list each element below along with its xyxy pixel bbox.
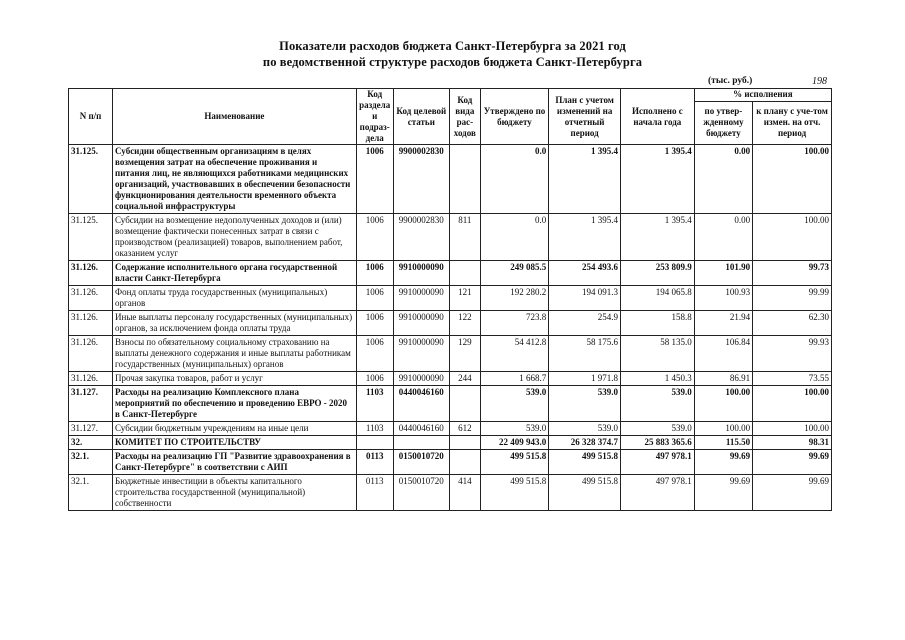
cell-target-code: 9910000090	[393, 311, 449, 336]
table-row	[69, 475, 832, 511]
header-name: Наименование	[113, 89, 357, 145]
cell-expense-type-code	[449, 261, 480, 286]
cell-expense-type-code: 612	[449, 422, 480, 436]
header-plan: План с учетом изменений на отчетный период	[549, 89, 621, 145]
cell-plan: 1 395.4	[549, 214, 621, 261]
cell-expense-type-code	[449, 450, 480, 475]
cell-executed: 158.8	[620, 311, 694, 336]
cell-num: 31.126.	[69, 286, 113, 311]
table-row	[69, 214, 832, 261]
cell-expense-type-code	[449, 436, 480, 450]
cell-section-code	[356, 436, 393, 450]
cell-section-code: 1006	[356, 261, 393, 286]
cell-pct-approved: 21.94	[694, 311, 752, 336]
cell-section-code: 1006	[356, 145, 393, 214]
cell-pct-plan: 100.00	[753, 214, 832, 261]
header-target-code: Код целевой статьи	[393, 89, 449, 145]
header-expense-type-code: Код вида рас-ходов	[449, 89, 480, 145]
cell-name: КОМИТЕТ ПО СТРОИТЕЛЬСТВУ	[113, 436, 357, 450]
cell-section-code: 1006	[356, 336, 393, 372]
cell-executed: 253 809.9	[620, 261, 694, 286]
cell-expense-type-code	[449, 145, 480, 214]
cell-pct-plan: 100.00	[753, 422, 832, 436]
cell-pct-approved: 0.00	[694, 145, 752, 214]
cell-num: 31.127.	[69, 422, 113, 436]
cell-approved: 54 412.8	[480, 336, 549, 372]
cell-pct-approved: 86.91	[694, 372, 752, 386]
cell-pct-plan: 62.30	[753, 311, 832, 336]
header-executed: Исполнено с начала года	[620, 89, 694, 145]
cell-plan: 499 515.8	[549, 475, 621, 511]
cell-target-code: 0440046160	[393, 386, 449, 422]
cell-num: 32.	[69, 436, 113, 450]
cell-plan: 254.9	[549, 311, 621, 336]
cell-section-code: 1006	[356, 311, 393, 336]
cell-target-code: 9900002830	[393, 145, 449, 214]
table-row	[69, 436, 832, 450]
cell-target-code: 9910000090	[393, 372, 449, 386]
cell-approved: 723.8	[480, 311, 549, 336]
cell-approved: 539.0	[480, 386, 549, 422]
header-section-code: Код раздела и подраз-дела	[356, 89, 393, 145]
cell-executed: 497 978.1	[620, 450, 694, 475]
cell-pct-approved: 99.69	[694, 475, 752, 511]
cell-plan: 499 515.8	[549, 450, 621, 475]
cell-target-code: 9910000090	[393, 261, 449, 286]
cell-executed: 194 065.8	[620, 286, 694, 311]
cell-expense-type-code: 244	[449, 372, 480, 386]
cell-executed: 25 883 365.6	[620, 436, 694, 450]
cell-executed: 1 395.4	[620, 214, 694, 261]
units-label: (тыс. руб.)	[708, 76, 753, 86]
header-pct-plan: к плану с уче-том измен. на отч. период	[753, 101, 832, 144]
cell-pct-plan: 99.73	[753, 261, 832, 286]
cell-pct-approved: 100.00	[694, 386, 752, 422]
cell-pct-plan: 98.31	[753, 436, 832, 450]
table-row	[69, 386, 832, 422]
table-row	[69, 261, 832, 286]
cell-pct-plan: 100.00	[753, 145, 832, 214]
cell-executed: 1 450.3	[620, 372, 694, 386]
cell-plan: 1 395.4	[549, 145, 621, 214]
cell-target-code: 9910000090	[393, 286, 449, 311]
cell-plan: 58 175.6	[549, 336, 621, 372]
cell-num: 31.126.	[69, 372, 113, 386]
table-row	[69, 145, 832, 214]
cell-plan: 26 328 374.7	[549, 436, 621, 450]
cell-expense-type-code: 811	[449, 214, 480, 261]
cell-pct-approved: 100.00	[694, 422, 752, 436]
cell-plan: 539.0	[549, 422, 621, 436]
cell-target-code	[393, 436, 449, 450]
cell-num: 32.1.	[69, 475, 113, 511]
cell-name: Взносы по обязательному социальному страхованию на выплаты денежного содержания и иные выплаты работникам государственных (муниципальных) органов	[113, 336, 357, 372]
table-row	[69, 286, 832, 311]
cell-pct-plan: 99.69	[753, 475, 832, 511]
cell-name: Фонд оплаты труда государственных (муниципальных) органов	[113, 286, 357, 311]
cell-name: Бюджетные инвестиции в объекты капитального строительства государственной (муниципальной) собственности	[113, 475, 357, 511]
cell-name: Субсидии на возмещение недополученных доходов и (или) возмещение фактически понесенных затрат в связи с производством (реализацией) товаров, выполнением работ, оказанием услуг	[113, 214, 357, 261]
table-row	[69, 450, 832, 475]
table-row	[69, 422, 832, 436]
cell-name: Субсидии общественным организациям в целях возмещения затрат на обеспечение проживания и питания лиц, не являющихся работниками медицинских организаций, участвовавших в обеспечении безопасности функционирования деятельности временного объекта социальной инфраструктуры	[113, 145, 357, 214]
cell-executed: 539.0	[620, 422, 694, 436]
cell-name: Расходы на реализацию ГП "Развитие здравоохранения в Санкт-Петербурге" в соответствии с АИП	[113, 450, 357, 475]
cell-name: Расходы на реализацию Комплексного плана мероприятий по обеспечению и проведению ЕВРО - 2020 в Санкт-Петербурге	[113, 386, 357, 422]
cell-pct-plan: 99.69	[753, 450, 832, 475]
cell-section-code: 0113	[356, 475, 393, 511]
cell-section-code: 1006	[356, 372, 393, 386]
cell-approved: 22 409 943.0	[480, 436, 549, 450]
cell-pct-approved: 99.69	[694, 450, 752, 475]
cell-target-code: 9910000090	[393, 336, 449, 372]
cell-expense-type-code: 129	[449, 336, 480, 372]
cell-pct-approved: 101.90	[694, 261, 752, 286]
header-percent-group: % исполнения	[694, 89, 831, 102]
cell-pct-approved: 0.00	[694, 214, 752, 261]
cell-section-code: 1006	[356, 214, 393, 261]
cell-num: 31.126.	[69, 336, 113, 372]
cell-expense-type-code: 121	[449, 286, 480, 311]
header-pct-approved: по утвер-жденному бюджету	[694, 101, 752, 144]
cell-plan: 194 091.3	[549, 286, 621, 311]
cell-section-code: 1103	[356, 422, 393, 436]
table-body	[69, 145, 832, 511]
cell-num: 31.125.	[69, 214, 113, 261]
cell-pct-approved: 115.50	[694, 436, 752, 450]
cell-target-code: 0150010720	[393, 450, 449, 475]
cell-expense-type-code: 122	[449, 311, 480, 336]
cell-name: Иные выплаты персоналу государственных (муниципальных) органов, за исключением фонда оплаты труда	[113, 311, 357, 336]
cell-name: Прочая закупка товаров, работ и услуг	[113, 372, 357, 386]
cell-target-code: 9900002830	[393, 214, 449, 261]
header-approved: Утверждено по бюджету	[480, 89, 549, 145]
cell-plan: 539.0	[549, 386, 621, 422]
page-number: 198	[812, 76, 827, 87]
cell-approved: 192 280.2	[480, 286, 549, 311]
cell-target-code: 0150010720	[393, 475, 449, 511]
cell-approved: 1 668.7	[480, 372, 549, 386]
cell-num: 31.127.	[69, 386, 113, 422]
cell-num: 31.126.	[69, 261, 113, 286]
cell-pct-plan: 100.00	[753, 386, 832, 422]
cell-target-code: 0440046160	[393, 422, 449, 436]
cell-num: 31.125.	[69, 145, 113, 214]
cell-executed: 58 135.0	[620, 336, 694, 372]
cell-pct-plan: 99.93	[753, 336, 832, 372]
cell-approved: 539.0	[480, 422, 549, 436]
cell-name: Содержание исполнительного органа государственной власти Санкт-Петербурга	[113, 261, 357, 286]
cell-section-code: 1103	[356, 386, 393, 422]
cell-approved: 499 515.8	[480, 450, 549, 475]
cell-approved: 0.0	[480, 214, 549, 261]
cell-approved: 249 085.5	[480, 261, 549, 286]
cell-plan: 254 493.6	[549, 261, 621, 286]
expenditure-table	[68, 88, 832, 511]
cell-executed: 497 978.1	[620, 475, 694, 511]
cell-num: 31.126.	[69, 311, 113, 336]
cell-executed: 1 395.4	[620, 145, 694, 214]
cell-name: Субсидии бюджетным учреждениям на иные цели	[113, 422, 357, 436]
cell-expense-type-code	[449, 386, 480, 422]
table-row	[69, 372, 832, 386]
header-num: N п/п	[69, 89, 113, 145]
table-row	[69, 311, 832, 336]
cell-pct-plan: 99.99	[753, 286, 832, 311]
cell-approved: 499 515.8	[480, 475, 549, 511]
cell-section-code: 1006	[356, 286, 393, 311]
cell-executed: 539.0	[620, 386, 694, 422]
cell-approved: 0.0	[480, 145, 549, 214]
document-title-line2: по ведомственной структуре расходов бюджета Санкт-Петербурга	[262, 55, 643, 69]
cell-plan: 1 971.8	[549, 372, 621, 386]
table-row	[69, 336, 832, 372]
cell-pct-approved: 106.84	[694, 336, 752, 372]
document-title-line1: Показатели расходов бюджета Санкт-Петербурга за 2021 год	[279, 39, 626, 53]
cell-expense-type-code: 414	[449, 475, 480, 511]
cell-num: 32.1.	[69, 450, 113, 475]
cell-section-code: 0113	[356, 450, 393, 475]
cell-pct-approved: 100.93	[694, 286, 752, 311]
cell-pct-plan: 73.55	[753, 372, 832, 386]
